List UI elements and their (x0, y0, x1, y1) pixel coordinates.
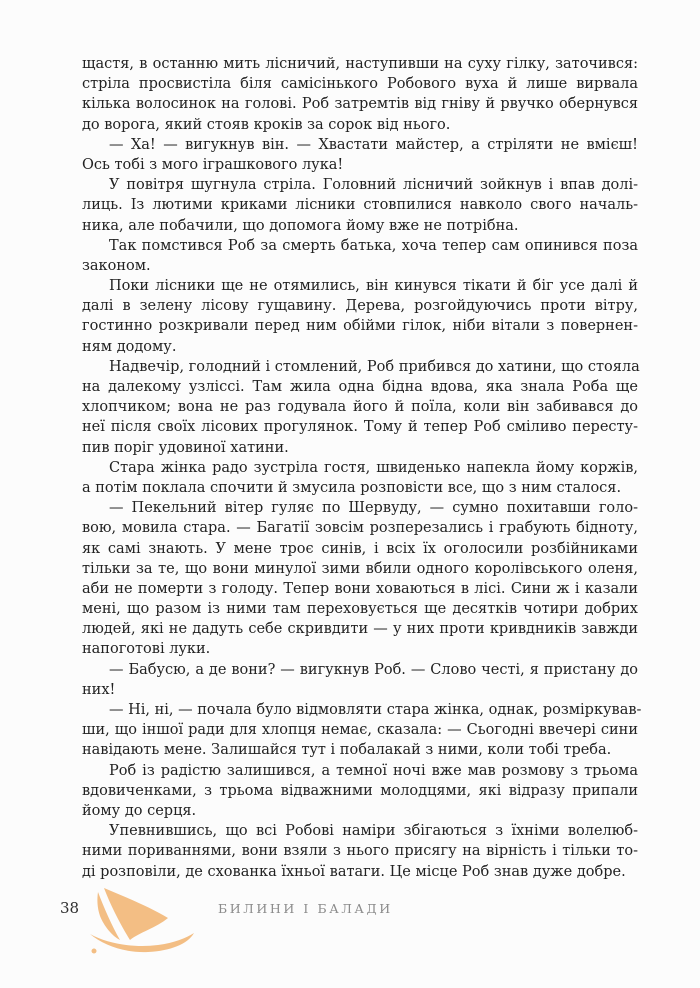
text-line: мені, що разом із ними там переховується ще десятків чотири добрих (82, 601, 638, 618)
text-line: на далекому узліссі. Там жила одна бідна вдова, яка знала Роба ще (82, 379, 638, 395)
text-line: Ось тобі з мого іграшкового лука! (82, 156, 344, 173)
text-line: йому до серця. (82, 802, 197, 819)
feather-decoration-icon (84, 888, 206, 954)
paragraph (82, 276, 638, 357)
text-line: щастя, в останню мить лісничий, наступивши на суху гілку, заточився: (82, 56, 638, 72)
text-line: — Ха! — вигукнув він. — Хвастати майстер, а стріляти не вмієш! (109, 136, 638, 153)
page-text (82, 54, 642, 882)
text-line: них! (82, 681, 116, 698)
text-line: напоготові луки. (82, 641, 211, 658)
text-line: ді розповіли, де схованка їхньої ватаги. Це місце Роб знав дуже добре. (82, 863, 626, 880)
text-line: людей, які не дадуть себе скривдити — у них проти кривдників завжди (82, 621, 638, 638)
text-line: ням додому. (82, 338, 177, 355)
text-line: Так помстився Роб за смерть батька, хоча тепер сам опинився поза (109, 237, 638, 254)
text-line: законом. (82, 257, 151, 274)
text-line: далі в зелену лісову гущавину. Дерева, розгойдуючись проти вітру, (82, 298, 638, 315)
text-line: Стара жінка радо зустріла гостя, швиденько напекла йому коржів, (109, 459, 638, 476)
text-line: стріла просвистіла біля самісінького Робового вуха й лише вирвала (82, 76, 638, 93)
text-line: — Пекельний вітер гуляє по Шервуду, — сумно похитавши голо- (109, 500, 638, 517)
text-line: аби не померти з голоду. Тепер вони ховаються в лісі. Сини ж і казали (82, 580, 638, 597)
text-line: тільки за те, що вони минулої зими вбили одного королівського оленя, (82, 560, 638, 577)
text-line: ши, що іншої ради для хлопця немає, сказала: — Сьогодні ввечері сини (82, 722, 638, 739)
text-line: Упевнившись, що всі Робові наміри збігаються з їхніми волелюб- (109, 823, 638, 840)
text-line: вдовиченками, з трьома відважними молодцями, які відразу припали (82, 782, 638, 799)
text-line: кілька волосинок на голові. Роб затремтів від гніву й рвучко обернувся (82, 96, 638, 113)
text-line: неї після своїх лісових прогулянок. Тому й тепер Роб сміливо пересту- (82, 419, 638, 436)
paragraph (82, 821, 638, 882)
text-line: лиць. Із лютими криками лісники стовпилися навколо свого началь- (82, 197, 638, 214)
paragraph (82, 458, 638, 498)
text-line: Надвечір, голодний і стомлений, Роб прибився до хатини, що стояла (109, 358, 640, 375)
paragraph (82, 236, 638, 276)
page-number: 38 (60, 899, 80, 917)
paragraph (82, 761, 638, 822)
paragraph (82, 357, 638, 458)
text-line: Поки лісники ще не отямились, він кинувся тікати й біг усе далі й (109, 278, 638, 295)
paragraph (82, 54, 638, 135)
text-line: У повітря шугнула стріла. Головний лісничий зойкнув і впав долі- (109, 177, 638, 194)
text-line: — Бабусю, а де вони? — вигукнув Роб. — Слово честі, я пристану до (109, 661, 638, 678)
paragraph (82, 498, 638, 660)
text-line: хлопчиком; вона не раз годувала його й поїла, коли він забивався до (82, 399, 638, 416)
text-line: пив поріг удовиної хатини. (82, 439, 289, 456)
text-line: — Ні, ні, — почала було відмовляти стара жінка, однак, розміркував- (109, 702, 642, 718)
text-line: ника, але побачили, що допомога йому вже не потрібна. (82, 217, 519, 234)
text-line: Роб із радістю залишився, а темної ночі вже мав розмову з трьома (109, 762, 638, 779)
text-line: ними пориваннями, вони взяли з нього присягу на вірність і тільки то- (82, 843, 638, 860)
text-line: вою, мовила стара. — Багатії зовсім розперезались і грабують бідноту, (82, 520, 638, 537)
text-line: як самі знають. У мене троє синів, і всіх їх оголосили розбійниками (82, 540, 638, 557)
text-line: до ворога, який стояв кроків за сорок від нього. (82, 116, 451, 133)
text-line: гостинно розкривали перед ним обійми гілок, ніби вітали з повернен- (82, 318, 638, 335)
text-line: а потім поклала спочити й змусила розповісти все, що з ним сталося. (82, 479, 622, 496)
paragraph (82, 135, 638, 175)
paragraph (82, 175, 638, 236)
chapter-footer-label: БИЛИНИ І БАЛАДИ (218, 901, 393, 916)
paragraph (82, 660, 638, 700)
text-line: навідають мене. Залишайся тут і побалакай з ними, коли тобі треба. (82, 742, 612, 759)
paragraph (82, 700, 642, 761)
